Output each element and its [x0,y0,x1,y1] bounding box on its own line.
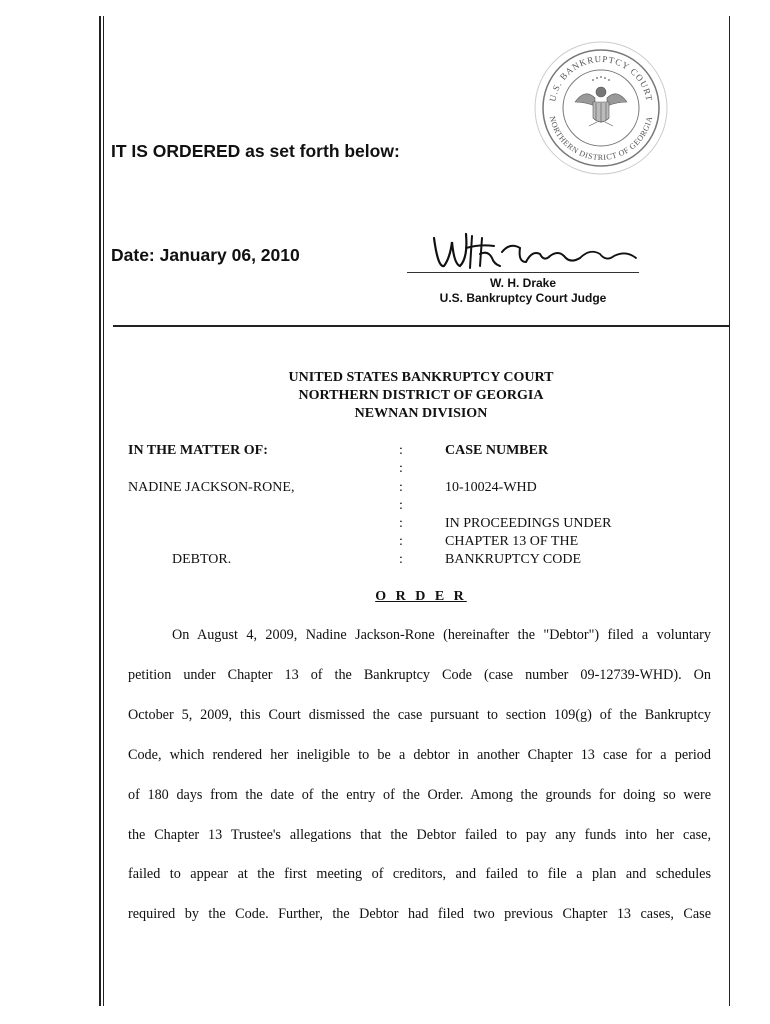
body-line: failed to appear at the first meeting of creditors, and failed to file a plan and schedules [128,866,711,882]
left-margin-rule [99,16,101,1006]
caption-colon: : [399,534,403,549]
header-separator [113,325,729,327]
judge-name: W. H. Drake [489,276,557,290]
order-date: Date: January 06, 2010 [111,245,300,265]
caption-colon: : [399,516,403,531]
debtor-name: NADINE JACKSON-RONE, [128,480,295,495]
caption-colon: : [399,480,403,495]
caption-colon: : [399,498,403,513]
body-line: Code, which rendered her ineligible to be a debtor in another Chapter 13 case for a period [128,747,711,763]
matter-label: IN THE MATTER OF: [128,443,268,458]
proceedings-line-3: BANKRUPTCY CODE [445,552,581,567]
body-line: required by the Code. Further, the Debtor had filed two previous Chapter 13 cases, Case [128,906,711,922]
caption-colon: : [399,461,403,476]
court-division: NEWNAN DIVISION [354,406,488,421]
court-district: NORTHERN DISTRICT OF GEORGIA [298,388,544,403]
right-margin-rule [729,16,730,1006]
proceedings-line-2: CHAPTER 13 OF THE [445,534,579,549]
judge-title: U.S. Bankruptcy Court Judge [439,291,607,305]
case-number: 10-10024-WHD [445,480,537,495]
seal-top-text: U.S. BANKRUPTCY COURT [547,53,655,103]
debtor-label: DEBTOR. [172,552,232,567]
ordered-heading: IT IS ORDERED as set forth below: [111,141,400,161]
caption-colon: : [399,552,403,567]
order-title: O R D E R [375,589,467,604]
left-margin-rule-inner [103,16,104,1006]
signature-line [407,272,639,273]
court-seal [533,40,669,176]
body-line: of 180 days from the date of the entry of the Order. Among the grounds for doing so were [128,787,711,803]
proceedings-line-1: IN PROCEEDINGS UNDER [445,516,612,531]
court-name: UNITED STATES BANKRUPTCY COURT [288,370,554,385]
case-number-label: CASE NUMBER [445,443,549,458]
caption-colon: : [399,443,403,458]
judge-signature [430,228,644,274]
body-line: October 5, 2009, this Court dismissed the case pursuant to section 109(g) of the Bankruptcy [128,707,711,723]
body-line: petition under Chapter 13 of the Bankruptcy Code (case number 09-12739-WHD). On [128,667,711,683]
body-line: On August 4, 2009, Nadine Jackson-Rone (hereinafter the "Debtor") filed a voluntary [172,627,711,643]
body-line: the Chapter 13 Trustee's allegations that the Debtor failed to pay any funds into her case, [128,827,711,843]
seal-bottom-text: NORTHERN DISTRICT OF GEORGIA [547,115,655,163]
